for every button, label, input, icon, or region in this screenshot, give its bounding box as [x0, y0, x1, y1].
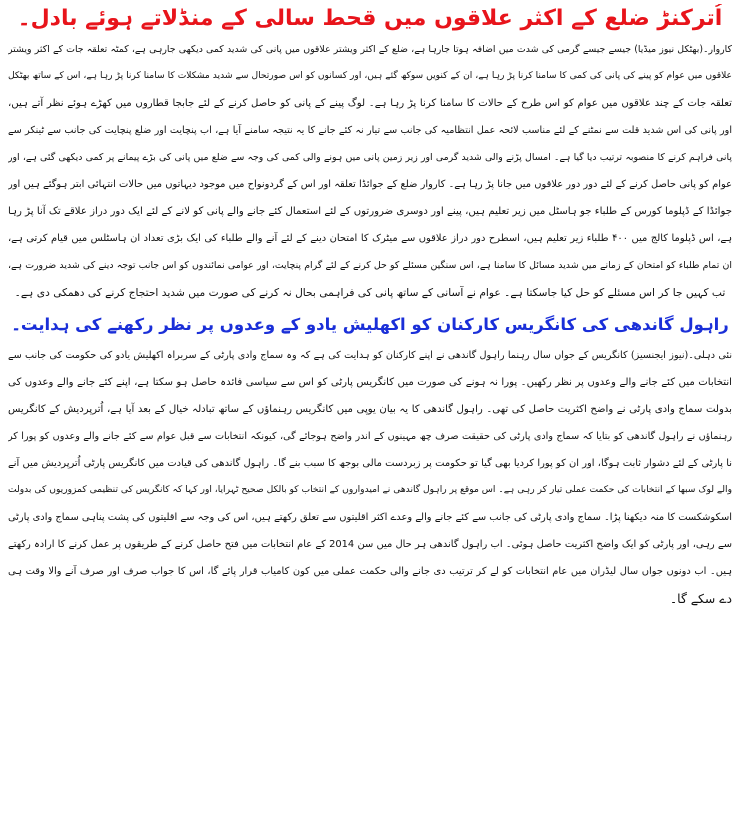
article-2-line: بدولت سماج وادی پارٹی نے واضح اکثریت حاصل کی تھی۔ راہول گاندھی کا یہ بیان یوپی میں کانگریس رہنماؤں کے ساتھ تبادلہ خیال کے بعد آیا ہے، اُترپردیش کے کانگریس — [8, 404, 732, 415]
article-1-line: پانی فراہم کرنے کا منصوبہ ترتیب دیا گیا ہے۔ امسال پڑنے والی شدید گرمی اور زیر زمین پانی میں ہونے والی کمی کی وجہ سے ضلع میں پانی کی بڑے پیمانے پر کمی دیکھی گئی ہے، اور — [8, 152, 732, 163]
article-1-headline: اُترکنڑ ضلع کے اکثر علاقوں میں قحط سالی کے منڈلاتے ہوئے بادل۔ — [17, 6, 723, 31]
article-1-body — [8, 36, 732, 306]
article-1-line: ان تمام طلباء کو امتحان کے زمانے میں شدید مسائل کا سامنا ہے، اس سنگین مسئلے کو حل کرنے کے لئے گرام پنچایت، اور عوامی نمائندوں کو اس جانب توجہ دینے کی شدید ضرورت ہے، — [8, 260, 732, 271]
article-2-line: نئی دہلی۔(نیوز ایجنسیز) کانگریس کے جواں سال رہنما راہول گاندھی نے اپنے کارکنان کو ہدایت کی ہے کہ وہ سماج وادی پارٹی کے سربراہ اکھلیش یادو کی حکومت کی جانب سے — [8, 350, 732, 361]
article-2-line: انتخابات میں کئے جانے والے وعدوں پر نظر رکھیں۔ پورا نہ ہونے کی صورت میں کانگریس پارٹی کو اس سے سیاسی فائدہ حاصل ہو سکتا ہے، اپنے کئے جانے والے وعدوں کی — [8, 377, 732, 388]
article-1-line: ہے، اس ڈپلوما کالج میں ۴۰۰ طلباء زیر تعلیم ہیں، اسطرح دور دراز علاقوں سے میٹرک کا امتحان دینے کے لئے آنے والے طلباء کی ایک بڑی تعداد ان ہاسٹلس میں قیام کرتی ہے، — [8, 233, 732, 244]
article-1-line: کاروار۔(بھٹکل نیوز میڈیا) جیسے جیسے گرمی کی شدت میں اضافہ ہوتا جارہا ہے، ضلع کے اکثر ویشتر علاقوں میں پانی کی شدید کمی دیکھی جارہی ہے، کمٹہ تعلقہ جات کے اکثر ویشتر — [8, 44, 732, 55]
article-2-line: رہنماؤں نے راہول گاندھی کو بتایا کہ سماج وادی پارٹی کی حقیقت صرف چھ مہینوں کے اندر واضح ہوجائے گی، کیونکہ انتخابات سے قبل عوام سے کئے جانے والے وعدوں کو پورا کر — [8, 431, 732, 442]
article-1-line: اور پانی کی اس شدید قلت سے نمٹنے کے لئے مناسب لائحہ عمل انتظامیہ کی جانب سے تیار نہ کئے جانے کا یہ نتیجہ سامنے آیا ہے، اب پنچایت اور ضلع پنچایت کی جانب سے ٹینکر سے — [8, 125, 732, 136]
article-2-headline: راہول گاندھی کی کانگریس کارکنان کو اکھلیش یادو کے وعدوں پر نظر رکھنے کی ہدایت۔ — [11, 315, 729, 334]
article-1-line: علاقوں میں عوام کو پینے کی پانی کی کمی کا سامنا کرنا پڑ رہا ہے، ان کے کنویں سوکھ گئے ہیں، اور کسانوں کو اس صورتحال سے شدید مشکلات کا سامنا کرنا پڑ رہا ہے، اس کے ساتھ بھٹکل — [8, 71, 732, 81]
article-2-line: اسکوشکست کا منہ دیکھنا پڑا۔ سماج وادی پارٹی کی جانب سے کئے جانے والے وعدے اکثر اقلیتوں سے تعلق رکھتے ہیں، اس کی وجہ سے اقلیتوں کی پشت پناہی سماج وادی پارٹی — [8, 512, 732, 523]
article-2-line: والے لوک سبھا کے انتخابات کی حکمت عملی تیار کر رہی ہے۔ اس موقع پر راہول گاندھی نے امیدواروں کے انتخاب کو بالکل صحیح ٹہرایا، اور کہا کہ کانگریس کی تنظیمی کمزوریوں کی بدولت — [8, 485, 732, 495]
article-2-line: دے سکے گا۔ — [669, 591, 732, 606]
article-1-line: عوام کو پانی حاصل کرنے کے لئے دور دور علاقوں میں جانا پڑ رہا ہے۔ کاروار ضلع کے جوائڈا تعلقہ اور اس کے گردونواح میں موجود دیہاتوں میں حالات انتہائی ابتر ہوگئے ہیں اور — [8, 179, 732, 190]
article-2-line: سے رہی، اور پارٹی کو ایک واضح اکثریت حاصل ہوئی۔ اب راہول گاندھی ہر حال میں سن 2014 کے عام انتخابات میں فتح حاصل کرنے کے طریقوں پر عمل کرنے کا ارادہ رکھتے — [8, 539, 732, 550]
article-2-line: ہیں۔ اب دونوں جواں سال لیڈران میں عام انتخابات کو لے کر ترتیب دی جانے والی حکمت عملی میں کون کامیاب قرار پائے گا، اس کا جواب صرف اور صرف آنے والا وقت ہی — [8, 566, 732, 577]
article-1-line: تعلقہ جات کے چند علاقوں میں عوام کو اس طرح کے حالات کا سامنا کرنا پڑ رہا ہے۔ لوگ پینے کے پانی کو حاصل کرنے کے لئے جابجا قطاروں میں کھڑے ہوئے نظر آتے ہیں، — [8, 98, 732, 109]
article-2-body — [8, 342, 732, 612]
article-1-line: جوائڈا کے ڈپلوما کورس کے طلباء جو ہاسٹل میں زیر تعلیم ہیں، پینے اور دوسری ضرورتوں کے لئے استعمال کئے جانے والے پانی کو لانے کے لئے ایک دور دراز علاقے تک آنا پڑ رہا — [8, 206, 732, 217]
article-1-line: تب کہیں جا کر اس مسئلے کو حل کیا جاسکتا ہے۔ عوام نے آسانی کے ساتھ پانی کی فراہمی بحال نہ کرنے کی صورت میں شدید احتجاج کرنے کی دھمکی دی ہے۔ — [14, 286, 726, 299]
article-2-line: نا پارٹی کے لئے دشوار ثابت ہوگا، اور ان کو پورا کردیا بھی گیا تو حکومت پر زبردست مالی بوجھ کا سبب بنے گا۔ راہول گاندھی کی قیادت میں کانگریس پارٹی اُترپردیش میں آنے — [8, 458, 732, 469]
